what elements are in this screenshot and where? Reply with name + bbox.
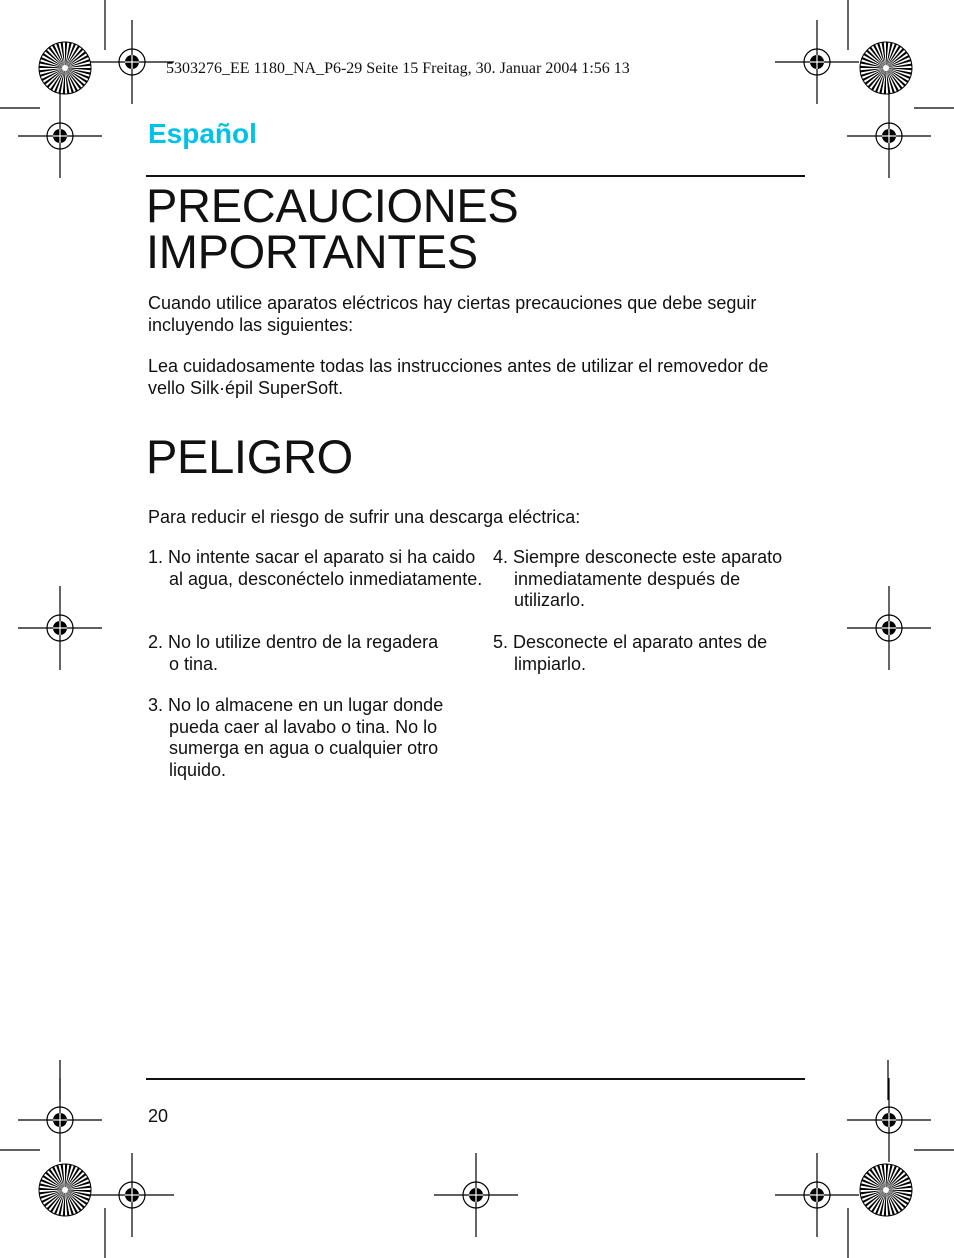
star-target-icon — [860, 42, 912, 94]
language-heading: Español — [148, 118, 257, 149]
star-target-icon — [39, 1164, 91, 1216]
intro-paragraph: Cuando utilice aparatos eléctricos hay ciertas precauciones que debe seguir incluyendo las siguientes: — [148, 293, 757, 335]
slug-line: 5303276_EE 1180_NA_P6-29 Seite 15 Freitag, 30. Januar 2004 1:56 13 — [166, 60, 630, 77]
list-item: 4. Siempre desconecte este aparato inmediatamente después de utilizarlo. — [493, 547, 783, 610]
list-item: 2. No lo utilize dentro de la regadera o tina. — [148, 632, 439, 674]
star-target-icon — [860, 1164, 912, 1216]
page-title-line-1: PRECAUCIONES — [146, 179, 519, 232]
list-item: 1. No intente sacar el aparato si ha caido al agua, desconéctelo inmediatamente. — [148, 547, 483, 589]
list-item: 5. Desconecte el aparato antes de limpiarlo. — [493, 632, 768, 674]
danger-heading: PELIGRO — [146, 430, 353, 483]
star-target-icon — [39, 42, 91, 94]
page-title-line-2: IMPORTANTES — [146, 225, 478, 278]
page-title — [146, 179, 519, 278]
page-number: 20 — [148, 1106, 169, 1126]
read-instructions-paragraph: Lea cuidadosamente todas las instrucciones antes de utilizar el removedor de vello Silk·épil SuperSoft. — [148, 356, 769, 398]
bottom-rule — [146, 1078, 805, 1080]
danger-intro: Para reducir el riesgo de sufrir una descarga eléctrica: — [148, 507, 581, 527]
top-rule — [146, 175, 805, 177]
list-item: 3. No lo almacene en un lugar donde pueda caer al lavabo o tina. No lo sumerga en agua o cualquier otro liquido. — [148, 695, 444, 780]
